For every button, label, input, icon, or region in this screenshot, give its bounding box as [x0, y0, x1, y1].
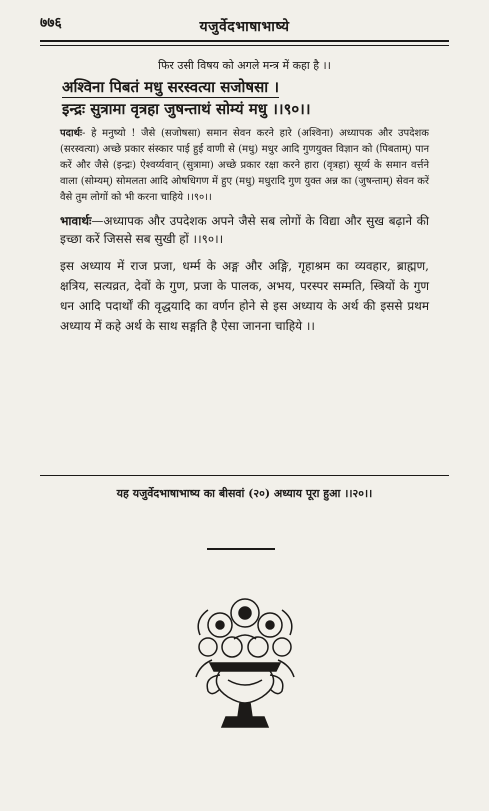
- main-text: [60, 52, 429, 336]
- mantra-line-2: इन्द्रः सुत्रामा वृत्रहा जुषन्ताथं सोम्यं मधु ।।९०।।: [62, 100, 311, 118]
- bhavartha-text: —अध्यापक और उपदेशक अपने जैसे सब लोगों के विद्या और सुख बढ़ाने की इच्छा करें जिससे सब सुखी हों ।।९०।।: [60, 214, 429, 246]
- flower-vase-ornament-icon: [190, 585, 300, 740]
- chapter-summary: इस अध्याय में राज प्रजा, धर्म्म के अङ्ग और अङ्गि, गृहाश्रम का व्यवहार, ब्राह्मण, क्षत्रिय, सत्यव्रत, देवों के गुण, प्रजा के पालक, अभय, परस्पर सम्मति, स्त्रियों के गुण धन आदि पदार्थों की वृद्धयादि का वर्णन होने से इस अध्याय के अर्थ की इससे प्रथम अध्याय में कहे अर्थ के साथ सङ्गति है ऐसा जानना चाहिये ।।: [60, 259, 429, 333]
- bhavartha-paragraph: [60, 212, 429, 248]
- colophon-rule: [40, 475, 449, 476]
- chapter-colophon: यह यजुर्वेदभाषाभाष्य का बीसवां (२०) अध्याय पूरा हुआ ।।२०।।: [116, 487, 373, 500]
- end-rule: [207, 548, 275, 550]
- running-title: यजुर्वेदभाषाभाष्ये: [199, 19, 290, 35]
- padartha-text: - हे मनुष्यो ! जैसे (सजोषसा) समान सेवन करने हारे (अश्विना) अध्यापक और उपदेशक (सरस्वत्या) अच्छे प्रकार संस्कार पाई हुई वाणी से (मधु) मधुर आदि गुणयुक्त विज्ञान को (पिबताम्) पान करें और जैसे (इन्द्रः) ऐश्वर्य्यवान् (सुत्रामा) अच्छे प्रकार रक्षा करने हारा (वृत्रहा) सूर्य्य के समान वर्त्तने वाला (सोम्यम्) सोमलता आदि ओषधिगण में हुए (मधु) मधुरादि गुण युक्त अन्न का (जुषन्ताम्) सेवन करें वैसे तुम लोगों को भी करना चाहिये ।।९०।।: [60, 128, 429, 203]
- bhavartha-label: भावार्थः: [60, 214, 92, 228]
- padartha-label: पदार्थः: [60, 128, 82, 139]
- page-header: [40, 10, 449, 36]
- mantra-verse: [62, 76, 429, 120]
- padartha-paragraph: [60, 126, 429, 206]
- intro-line: फिर उसी विषय को अगले मन्त्र में कहा है ।।: [158, 59, 331, 72]
- header-rule: [40, 40, 449, 46]
- page-number: ७७६: [40, 15, 62, 31]
- mantra-line-1: अश्विना पिबतं मधु सरस्वत्या सजोषसा ।: [62, 78, 280, 96]
